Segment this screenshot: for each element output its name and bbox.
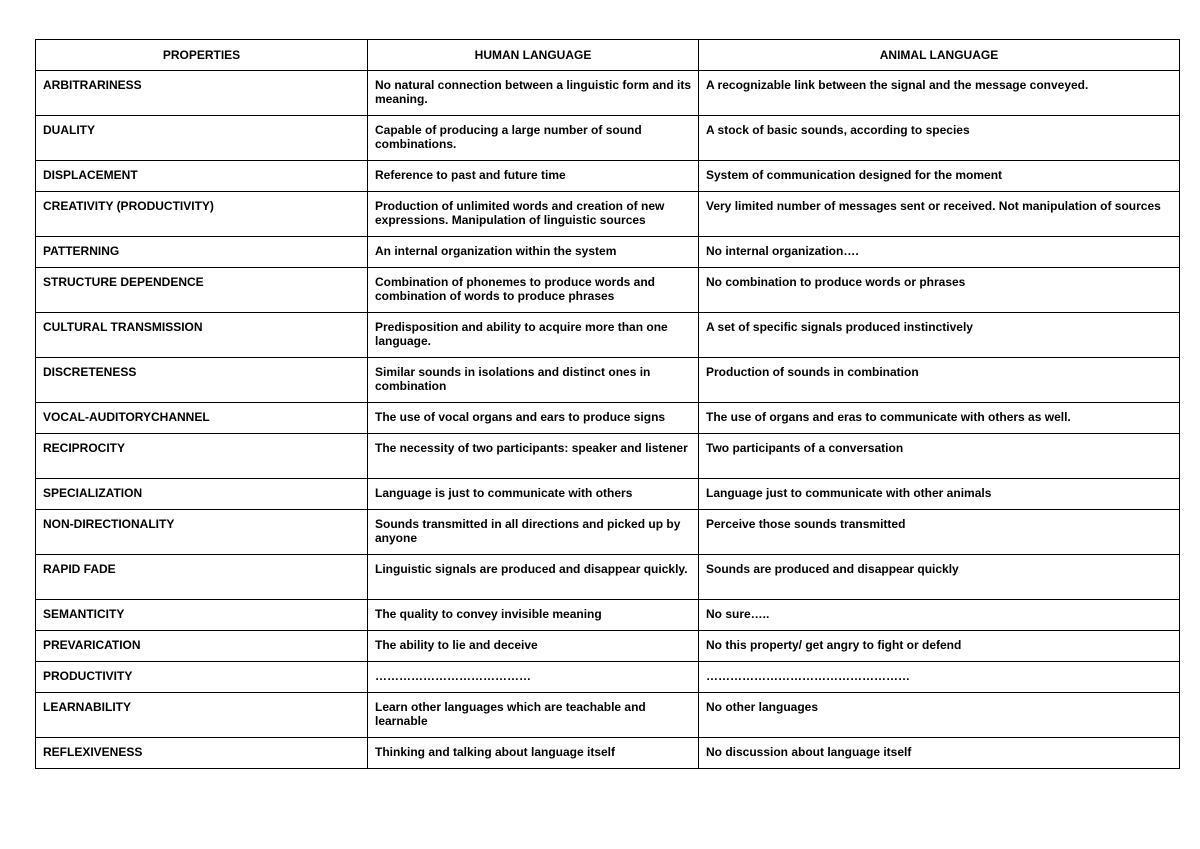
animal-cell: No combination to produce words or phrases [699,268,1180,313]
human-cell: Reference to past and future time [368,161,699,192]
property-cell: REFLEXIVENESS [36,738,368,769]
human-cell: The ability to lie and deceive [368,631,699,662]
human-cell: Predisposition and ability to acquire more than one language. [368,313,699,358]
table-row [36,192,1180,237]
animal-cell: Two participants of a conversation [699,434,1180,479]
property-cell: RAPID FADE [36,555,368,600]
table-row [36,71,1180,116]
animal-cell: No other languages [699,693,1180,738]
property-cell: DISPLACEMENT [36,161,368,192]
human-cell: The use of vocal organs and ears to produce signs [368,403,699,434]
table-row [36,116,1180,161]
property-cell: PRODUCTIVITY [36,662,368,693]
property-cell: SEMANTICITY [36,600,368,631]
human-cell: Thinking and talking about language itself [368,738,699,769]
property-cell: PATTERNING [36,237,368,268]
property-cell: CULTURAL TRANSMISSION [36,313,368,358]
human-cell: The quality to convey invisible meaning [368,600,699,631]
header-row [36,40,1180,71]
human-cell: Similar sounds in isolations and distinct ones in combination [368,358,699,403]
human-cell: Capable of producing a large number of sound combinations. [368,116,699,161]
property-cell: VOCAL-AUDITORYCHANNEL [36,403,368,434]
table-row [36,555,1180,600]
human-cell: Linguistic signals are produced and disappear quickly. [368,555,699,600]
property-cell: STRUCTURE DEPENDENCE [36,268,368,313]
animal-cell: The use of organs and eras to communicate with others as well. [699,403,1180,434]
animal-cell: Production of sounds in combination [699,358,1180,403]
human-cell: No natural connection between a linguistic form and its meaning. [368,71,699,116]
property-cell: ARBITRARINESS [36,71,368,116]
animal-cell: System of communication designed for the moment [699,161,1180,192]
table-row [36,434,1180,479]
table-row [36,268,1180,313]
property-cell: PREVARICATION [36,631,368,662]
property-cell: DISCRETENESS [36,358,368,403]
human-cell: The necessity of two participants: speaker and listener [368,434,699,479]
table-row [36,237,1180,268]
table-row [36,600,1180,631]
header-human-language: HUMAN LANGUAGE [368,40,699,71]
animal-cell: Language just to communicate with other animals [699,479,1180,510]
header-animal-language: ANIMAL LANGUAGE [699,40,1180,71]
animal-cell: Very limited number of messages sent or received. Not manipulation of sources [699,192,1180,237]
animal-cell: A recognizable link between the signal and the message conveyed. [699,71,1180,116]
table-row [36,631,1180,662]
animal-cell: A set of specific signals produced instinctively [699,313,1180,358]
table-row [36,403,1180,434]
table-row [36,313,1180,358]
table-row [36,738,1180,769]
properties-table [35,39,1180,769]
animal-cell: Sounds are produced and disappear quickly [699,555,1180,600]
animal-cell: No this property/ get angry to fight or defend [699,631,1180,662]
table-row [36,662,1180,693]
human-cell: Combination of phonemes to produce words and combination of words to produce phrases [368,268,699,313]
animal-cell: A stock of basic sounds, according to species [699,116,1180,161]
table-row [36,161,1180,192]
human-cell: Production of unlimited words and creation of new expressions. Manipulation of linguistic sources [368,192,699,237]
animal-cell: No internal organization…. [699,237,1180,268]
animal-cell: Perceive those sounds transmitted [699,510,1180,555]
property-cell: CREATIVITY (PRODUCTIVITY) [36,192,368,237]
table-row [36,479,1180,510]
animal-cell: …………………………………………… [699,662,1180,693]
property-cell: SPECIALIZATION [36,479,368,510]
animal-cell: No discussion about language itself [699,738,1180,769]
property-cell: NON-DIRECTIONALITY [36,510,368,555]
header-properties: PROPERTIES [36,40,368,71]
human-cell: An internal organization within the system [368,237,699,268]
human-cell: ………………………………… [368,662,699,693]
human-cell: Sounds transmitted in all directions and picked up by anyone [368,510,699,555]
human-cell: Language is just to communicate with others [368,479,699,510]
property-cell: DUALITY [36,116,368,161]
human-cell: Learn other languages which are teachable and learnable [368,693,699,738]
animal-cell: No sure….. [699,600,1180,631]
property-cell: RECIPROCITY [36,434,368,479]
table-row [36,358,1180,403]
property-cell: LEARNABILITY [36,693,368,738]
table-row [36,693,1180,738]
table-row [36,510,1180,555]
